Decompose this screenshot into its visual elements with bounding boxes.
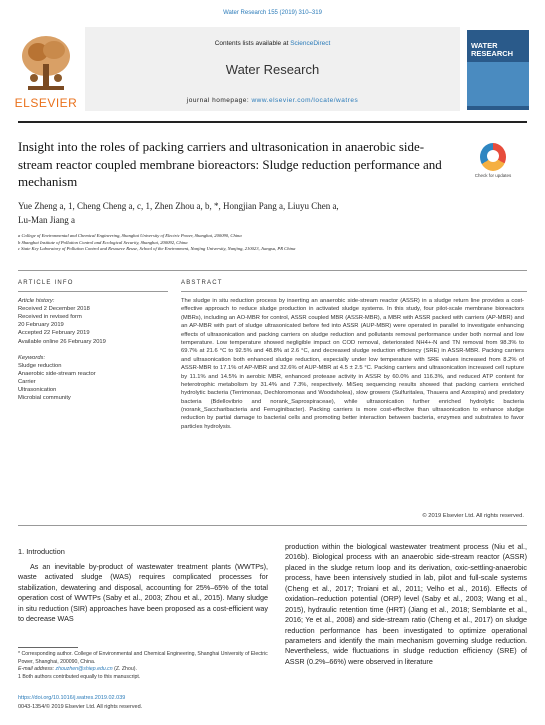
abstract-body: The sludge in situ reduction process by inserting an anaerobic side-stream reactor (ASSR) in a sludge return line provides a cost-effective approach to reduce sludge production in activated sludge systems. In this study, four pilot-scale membrane bioreactors (MBRs), including an AO-MBR for control, ASSR coupled MBR (ASSR-MBR), a MBR with ASSR packed with carriers (AP-MBR) and an AP-MBR with part of sludge ultrasonicated before fed into ASSR (AUP-MBR) were operated in parallel to investigate enhancing effects of ultrasonication and packing carriers on sludge reduction and pollutants removal performance under both normal and low temperature. Low temperature showed negligible impact on COD removal, deteriorated NH4+-N and TN removal from 98.3% to 69.7% at 21.6 °C to 92.5% and 48.8% at 2.6 °C, and decreased sludge reduction efficiency (SRE) in ASSR-MBR. Packing carriers and ultrasonication both enhanced sludge reduction, especially under low temperature with SRE values increased from 8.2% of ASSR-MBR to 17.1% of AP-MBR and 32.6% of AUP-MBR at 4.5 ± 2.5 °C. Packing carriers and ultrasonication increased cell rupture by 11.1% and 14.5% in aerobic MBR, enhanced protease activity in ASSR by 60.0% and 116.3%, and reduced ATP content for heterotrophic metabolism by 31.4% and 7.3%, respectively. MiSeq sequencing results showed that packing carriers enriched hydrolytic bacteria (Terrimonas, Dechloromonas and Woodsholea), slow growers (Sulfuritalea, Thauera and Azospira) and predatory bacteria (Bdellovibrio and norank_Saprospiraceae), while ultrasonication further enriched hydrolytic bacteria (norank_Saccharibacteria and Ferruginibacter). Packing carriers is more cost-effective than ultrasonication to enhance sludge reduction by partial damage to bacterial cells and promoting better interaction between bacteria, enzymes and substrates to favor particles hydrolysis.	[181, 298, 524, 430]
homepage-link[interactable]: www.elsevier.com/locate/watres	[251, 97, 359, 104]
affiliation-c: c State Key Laboratory of Pollution Control and Resource Reuse, School of the Environment, Nanjing University, Nanjing, 210023, Jiangsu, PR China	[18, 246, 296, 252]
keyword-item: Sludge reduction	[18, 362, 62, 369]
footnote-divider	[18, 647, 78, 648]
affiliations	[18, 233, 518, 253]
authors-line-2: Lu-Man Jiang a	[18, 214, 75, 225]
author-list	[18, 200, 458, 228]
abstract-heading: ABSTRACT	[181, 280, 223, 286]
article-info-heading: ARTICLE INFO	[18, 280, 74, 286]
email-link[interactable]: zhouzhen@shiep.edu.cn	[55, 666, 113, 673]
journal-homepage	[85, 97, 460, 104]
email-suffix: (Z. Zhou).	[112, 666, 137, 673]
keyword-item: Anaerobic side-stream reactor	[18, 370, 96, 377]
sciencedirect-link[interactable]: ScienceDirect	[290, 40, 331, 47]
history-item: 20 February 2019	[18, 322, 64, 329]
publisher-logo-text: ELSEVIER	[14, 96, 78, 110]
contents-line	[85, 40, 460, 47]
authors-line-1: Yue Zheng a, 1, Cheng Cheng a, c, 1, Zhen Zhou a, b, *, Hongjian Pang a, Liuyu Chen a,	[18, 201, 339, 211]
bottom-identifiers	[18, 694, 318, 712]
check-for-updates-icon-center	[487, 150, 499, 162]
history-item: Available online 26 February 2019	[18, 338, 106, 345]
affiliation-a: a College of Environmental and Chemical Engineering, Shanghai University of Electric Power, Shanghai, 200090, China	[18, 233, 242, 238]
article-info	[18, 297, 168, 402]
history-item: Received 2 December 2018	[18, 306, 90, 313]
affiliation-divider	[18, 270, 527, 271]
keywords-label: Keywords:	[18, 354, 46, 361]
abstract-bottom-rule	[18, 525, 527, 526]
publisher-logo[interactable]	[14, 30, 78, 94]
email-label: E-mail address:	[18, 666, 56, 673]
article-title: Insight into the roles of packing carriers and ultrasonication in anaerobic side-stream reactor coupled membrane bioreactors: Sludge reduction performance and mechanism	[18, 139, 442, 190]
keyword-item: Ultrasonication	[18, 387, 57, 394]
history-item: Received in revised form	[18, 314, 82, 321]
affiliation-b: b Shanghai Institute of Pollution Control and Ecological Security, Shanghai, 200092, China	[18, 239, 188, 245]
issn-line: 0043-1354/© 2019 Elsevier Ltd. All rights reserved.	[18, 703, 143, 710]
keyword-item: Carrier	[18, 378, 36, 385]
abstract-copyright: © 2019 Elsevier Ltd. All rights reserved.	[422, 513, 524, 519]
email-line	[18, 666, 268, 674]
check-for-updates-label[interactable]: Check for updates	[474, 173, 512, 178]
contents-prefix: Contents lists available at	[214, 40, 291, 47]
journal-name: Water Research	[225, 62, 320, 77]
doi-link[interactable]: https://doi.org/10.1016/j.watres.2019.02.039	[18, 695, 126, 701]
header-divider	[18, 121, 527, 123]
elsevier-tree-icon	[14, 30, 78, 94]
journal-reference[interactable]: Water Research 155 (2019) 310–319	[223, 10, 322, 16]
intro-left-column: As an inevitable by-product of wastewater treatment plants (WWTPs), waste activated sludge (WAS) requires complicated processes for stabilization, dewatering and disposal, accounting for 25%–65% of the total operation cost of WWTPs (Saby et al., 2003; Zhou et al., 2015). Many sludge in situ reduction (SIR) approaches have been proposed as a cost-efficient way to decrease WAS	[18, 562, 268, 624]
section-heading-introduction: 1. Introduction	[18, 547, 65, 556]
footnotes	[18, 651, 268, 681]
abstract-rule	[181, 291, 527, 292]
intro-right-column: production within the biological wastewater treatment process (Niu et al., 2016b). Biological process with an anaerobic side-stream reactor (ASSR) placed in the sludge return loop and its derivation, oxic-settling-anaerobic process, have been intensively studied in lab, pilot and full-scale systems (Cheng et al., 2017; Troiani et al., 2011; Velho et al., 2016). Effects of oxidation–reduction potential (ORP) level (Saby et al., 2003; Wang et al., 2015), hydraulic retention time (HRT) (Jiang et al., 2018; Semblante et al., 2016; Ye et al., 2008) and side-stream ratio (Cheng et al., 2017) on sludge reduction performance has been investigated to optimize operational parameters and identify the main mechanism governing sludge reduction. Nevertheless, wide fluctuations in sludge reduction efficiency (SRE) of ASSR (0.2%–66%) were observed in literature	[285, 542, 527, 666]
keyword-item: Microbial community	[18, 395, 71, 402]
homepage-label: journal homepage:	[186, 97, 252, 104]
corresponding-author-note: * Corresponding author. College of Environmental and Chemical Engineering, Shanghai University of Electric Power, Shanghai, 200090, China.	[18, 651, 268, 665]
journal-cover-band	[467, 62, 529, 106]
journal-cover-title: WATER RESEARCH	[471, 41, 514, 58]
history-item: Accepted 22 February 2019	[18, 330, 90, 337]
equal-contribution-note: 1 Both authors contributed equally to this manuscript.	[18, 673, 141, 680]
history-label: Article history:	[18, 298, 55, 304]
spacer	[18, 346, 168, 354]
article-info-rule	[18, 291, 168, 292]
